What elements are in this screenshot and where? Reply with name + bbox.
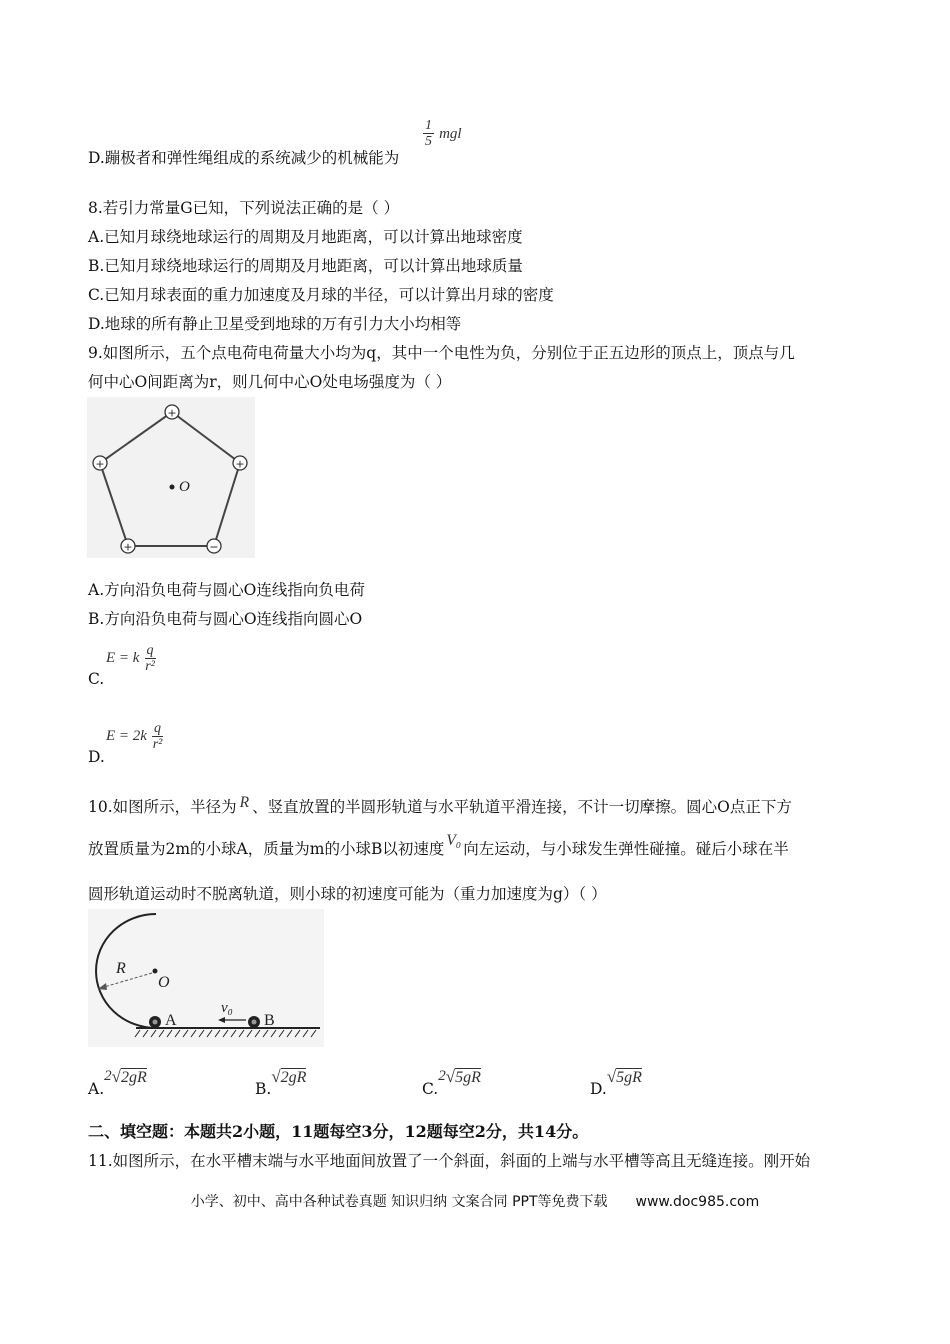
svg-text:−: − [209,540,219,554]
ball-a-label: A [165,1012,177,1029]
q9-stem-line1: 9.如图所示，五个点电荷电荷量大小均为q，其中一个电性为负，分别位于正五边形的顶点上，顶点与几 [88,344,795,362]
formula-expr: mgl [439,126,462,142]
charge-right [233,456,247,471]
footer-url[interactable]: www.doc985.com [635,1194,760,1210]
q9-stem-line2: 何中心O间距离为r，则几何中心O处电场强度为（ ） [88,373,452,391]
q11-stem-line1: 11.如图所示，在水平槽末端与水平地面间放置了一个斜面，斜面的上端与水平槽等高且无缝连接。刚开始 [88,1152,811,1170]
q8-stem: 8.若引力常量G已知，下列说法正确的是（ ） [88,199,400,217]
q8-option-c: C.已知月球表面的重力加速度及月球的半径，可以计算出月球的密度 [88,286,554,304]
fraction: $\frac{q}{\text{r²}}$ [152,721,163,752]
center-label: O [179,479,190,495]
q7-option-d [88,148,399,168]
velocity-label: v₀ [221,1000,233,1016]
q9-option-d-formula: E = 2k $\frac{q}{\text{r²}}$ [106,721,163,752]
q9-option-d-label: D. [88,748,105,766]
q7-option-d-formula [423,118,462,149]
section2-heading: 二、填空题：本题共2小题，11题每空3分，12题每空2分，共14分。 [88,1122,589,1141]
q7-option-d-text: D.蹦极者和弹性绳组成的系统减少的机械能为 [88,149,400,167]
q10-track-figure [88,909,324,1047]
q10-stem-line1: 10.如图所示，半径为 R 、竖直放置的半圆形轨道与水平轨道平滑连接，不计一切摩擦。圆心O点正下方 [88,794,792,816]
q8-option-a: A.已知月球绕地球运行的周期及月地距离，可以计算出地球密度 [88,228,523,246]
q10-option-d: D.√5gR [590,1067,642,1098]
charge-top [165,405,179,420]
q10-option-a: A.2√2gR [88,1067,147,1098]
svg-text:+: + [123,540,133,554]
svg-text:+: + [235,457,245,471]
fraction: $\frac{q}{\text{r²}}$ [145,643,155,674]
charge-left [93,456,107,471]
footer-text: 小学、初中、高中各种试卷真题 知识归纳 文案合同 PPT等免费下载 [190,1194,608,1210]
ball-b-label: B [264,1012,275,1029]
svg-text:+: + [167,406,177,420]
q9-option-c-label: C. [88,670,105,688]
q10-stem-line3: 圆形轨道运动时不脱离轨道，则小球的初速度可能为（重力加速度为g）（ ） [88,885,607,903]
charge-bottom-right-negative [207,539,221,554]
q8-option-d: D.地球的所有静止卫星受到地球的万有引力大小均相等 [88,315,462,333]
fraction: $\frac{1}{5}$ [425,118,432,149]
q10-stem-line2: 放置质量为2m的小球A，质量为m的小球B以初速度 V₀ 向左运动，与小球发生弹性碰撞。碰后小球在半 [88,832,789,858]
radius-label: R [116,960,126,977]
q9-option-b: B.方向沿负电荷与圆心O连线指向圆心O [88,610,363,628]
q10-option-b: B.√2gR [255,1067,307,1098]
q8-option-b: B.已知月球绕地球运行的周期及月地距离，可以计算出地球质量 [88,257,523,275]
svg-text:+: + [95,457,105,471]
charge-bottom-left [121,539,135,554]
q9-option-a: A.方向沿负电荷与圆心O连线指向负电荷 [88,581,365,599]
page-footer [0,1191,950,1211]
q9-option-c-formula: E = k $\frac{q}{\text{r²}}$ [106,643,155,674]
q10-option-c: C.2√5gR [422,1067,481,1098]
center-label: O [158,974,170,991]
q9-pentagon-figure [87,397,255,558]
